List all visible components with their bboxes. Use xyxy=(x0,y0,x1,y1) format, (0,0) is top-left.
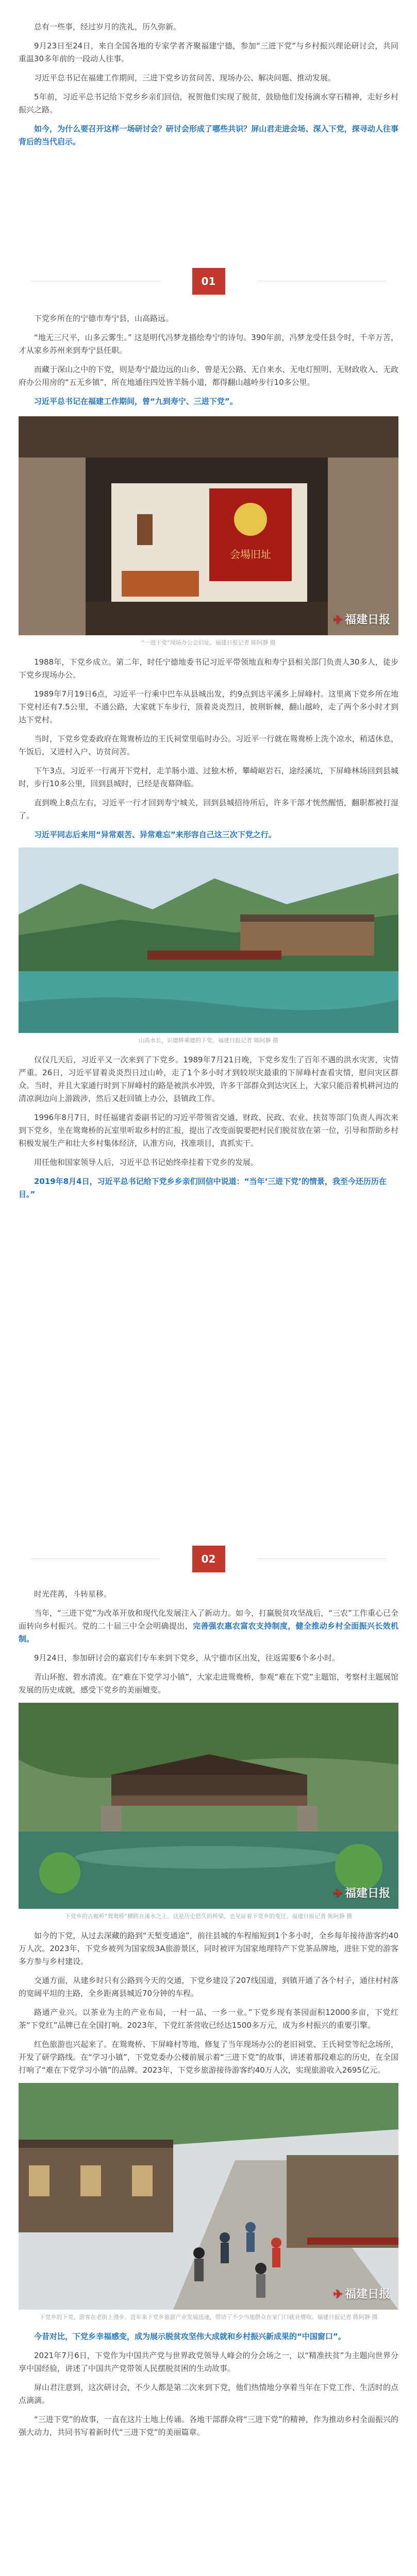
body-paragraph: 直到晚上8点左右，习近平一行才回到寿宁城关，回到县城招待所后，许多干部才恍然醒悟，翻职都被打湿了。 xyxy=(19,798,398,820)
body-paragraph: 1988年，下党乡成立。第二年，时任宁德地委书记习近平带领地直和寿宁县相关部门负责人30多人，徒步下党乡现场办公。 xyxy=(19,657,398,680)
body-paragraph: 如今的下党，从过去深藏的路到“天堑变通途”，前往县城的车程缩短到1个多小时，全乡每年接待游客约40万人次。2023年，下党乡被列为国家级3A旅游景区，同时被评为国家地理特产下党茶品牌地，进驻下党的游客多方参与乡村建设。 xyxy=(19,1931,398,1966)
intro-section xyxy=(0,21,417,155)
doorway-illustration xyxy=(19,416,398,635)
brand-name: 福建日报 xyxy=(344,2287,390,2301)
highlight-quote: 2019年8月4日，习近平总书记给下党乡乡亲们回信中说道：“当年‘三进下党’的情景，我至今还历历在目。” xyxy=(19,1177,387,1199)
photo-caption: 山高水长，识德辉乘德的下党。福建日报记者 陈阿静 摄 xyxy=(139,1037,278,1044)
body-paragraph: “地无三尺平，山多云雾生。” 这是明代冯梦龙描绘寿宁的诗句。390年前，冯梦龙受任县令时，千辛万苦，才从家乡苏州来到寿宁县任职。 xyxy=(19,333,398,355)
body-paragraph: 屏山君注意到，这次研讨会，不少人都是第二次来到下党，他们热情地分享着当年在下党工作、生活时的点点滴滴。 xyxy=(19,2383,398,2405)
photo-visitors-street xyxy=(19,2083,398,2310)
intro-paragraph: 5年前，习近平总书记给下党乡乡亲们回信，祝贺他们实现了脱贫，鼓励他们发扬滴水穿石精神，走好乡村振兴之路。 xyxy=(19,92,398,114)
intro-paragraph: 9月23日至24日，来自全国各地的专家学者齐聚福建宁德，参加“三进下党”与乡村振兴理论研讨会，共同重温30多年前的一段动人往事。 xyxy=(19,41,398,63)
photo-caption: “一进下党”现场办公会旧址。福建日报记者 陈阿静 摄 xyxy=(141,639,276,646)
body-paragraph: 1989年7月19日6点，习近平一行乘中巴车从县城出发，约9点到达平溪乡上屏峰村。这里离下党乡所在地下党村还有7.5公里，不通公路，大家就下车步行，顶着炎炎烈日，披荆斩棘，翻山越岭，走了两个多小时才到达下党村。 xyxy=(19,689,398,724)
brand-name: 福建日报 xyxy=(344,613,390,626)
divider-line xyxy=(257,1558,386,1559)
body-text: 当年，“三进下党”为改革开放和现代化发展注入了新动力。如今，打赢脱贫攻坚战后，“三农”工作重心已全面转向乡村振兴。党的二十届三中全会明确提出， xyxy=(19,1608,398,1631)
body-paragraph: 2021年7月6日，下党作为中国共产党与世界政党领导人峰会的分会场之一，以“精准扶贫”为主题向世界分享中国经验，讲述了中国共产党带领人民摆脱贫困的生动故事。 xyxy=(19,2351,398,2373)
brand-name: 福建日报 xyxy=(344,1887,390,1900)
divider-line xyxy=(31,1558,160,1559)
body-paragraph: 时光荏苒，斗转星移。 xyxy=(34,1589,112,1599)
photo-river-village xyxy=(19,848,398,1033)
section-number-badge: 02 xyxy=(192,1546,225,1572)
body-paragraph: “三进下党”的故事，一直在这片土地上传诵。各地干部群众将“三进下党”的精神，作为推动乡村全面振兴的强大动力，共同书写着新时代“三进下党”的美丽篇章。 xyxy=(19,2415,398,2437)
brand-watermark xyxy=(333,611,390,627)
plane-icon: ✈ xyxy=(333,2287,343,2301)
body-paragraph: 交通方面，从建乡时只有公路到今天的交通，下党乡建设了207线国道，到镇开通了各个村子，通往村村落的宽阔平坦的主路，全乡距离县城近70分钟的车程。 xyxy=(19,1976,398,1998)
body-paragraph: 青山环抱、碧水清流。在“难在下党学习小镇”，大家走进鸳鸯桥，参观“难在下党”主题馆，考察村主题展馆发展的历史成就，感受下党乡的美丽嬗变。 xyxy=(19,1672,398,1694)
plane-icon: ✈ xyxy=(333,613,343,626)
highlight-quote: 习近平同志后来用“异常艰苦、异常难忘”来形容自己这三次下党之行。 xyxy=(34,830,276,839)
photo-meeting-site xyxy=(19,416,398,635)
section-badge-wrap xyxy=(0,268,417,295)
body-paragraph xyxy=(0,1607,417,1646)
body-paragraph: 用任他和国家领导人后，习近平总书记始终牵挂着下党乡的发展。 xyxy=(34,1158,259,1167)
plane-icon: ✈ xyxy=(333,1887,343,1900)
intro-question: 如今，为什么要召开这样一场研讨会？研讨会形成了哪些共识？屏山君走进会场、深入下党，探寻动人往事背后的当代启示。 xyxy=(19,124,398,146)
highlight-quote: 习近平总书记在福建工作期间，曾“九到寿宁、三进下党”。 xyxy=(34,397,238,406)
body-paragraph: 当时，下党乡党委政府在鸳鸯桥边的王氏祠堂里临时办公。习近平一行就在鸳鸯桥上洗个凉水，稍适休息，午饭后，又进村入户、访贫问苦。 xyxy=(19,734,398,756)
section-number-badge: 01 xyxy=(192,268,225,295)
body-paragraph: 仅仅几天后，习近平又一次来到了下党乡。1989年7月21日晚，下党乡发生了百年不遇的洪水灾害，灾情严重。26日，习近平冒着炎炎烈日过山岭，走了1个多小时才到较坝灾最重的下屏峰村查看灾情，慰问灾区群众。当时，并且大家通行时到下屏峰村的路是被洪水冲毁，许多干部群众到达灾区上，大家只能沿着机耕河边的清凉涧边向上游跋涉，然后又赶回镇上办公，县镇政工作。 xyxy=(19,1055,398,1103)
photo-caption: 下党乡的下党，游客在老街上漫步。近年来下党乡旅游产业发展迅速，带动了不少当地群众在家门口就业增收。福建日报记者 陈阿静 摄 xyxy=(39,2314,378,2320)
body-paragraph: 1996年8月7日，时任福建省委副书记的习近平带领省交通、财政、民政、农业、扶贫等部门负责人再次来到下党乡，坐在鸳鸯桥的瓦室里听取乡村的汇报，提出了改变面貌要把村民们脱贫放在第一位，引导和帮助乡村积极发展生产和壮大乡村集体经济，认准方向，找准项目，真抓实干。 xyxy=(19,1113,398,1148)
brand-watermark xyxy=(333,2285,390,2301)
highlight-text: 完善强农惠农富农支持制度，健全推动乡村全面振兴长效机制。 xyxy=(19,1621,398,1643)
body-paragraph: 9月24日，参加研讨会的嘉宾们专车来到下党乡，从宁德市区出发，往返需要6个多小时。 xyxy=(34,1653,340,1663)
river-village-illustration xyxy=(19,848,398,1033)
photo-covered-bridge xyxy=(19,1703,398,1909)
body-paragraph: 红色旅游也兴起来了。在鸳鸯桥、下屏峰村等地，修复了当年现场办公的老旧祠堂、王氏祠堂等纪念场所，开发了研学路线。在“学习小镇”，下党党委办公楼前展示着“三进下党”的故事，讲述着那段难忘的历史，在全国打响了“难在下党学习小镇”的品牌。2023年，下党乡旅游接待游客约40万人次，实现旅游收入2695亿元。 xyxy=(19,2040,398,2075)
plaque-title: 会場旧址 xyxy=(230,548,271,561)
intro-paragraph: 习近平总书记在福建工作期间，三进下党乡访贫问苦、现场办公、解决问题、推动发展。 xyxy=(34,73,336,82)
intro-paragraph: 总有一些事，经过岁月的洗礼，历久弥新。 xyxy=(34,22,181,31)
covered-bridge-illustration xyxy=(19,1703,398,1909)
photo-caption: 下党乡的古廊桥“鸳鸯桥”横跨在溪水之上。这是历史悠久的桥梁，也见证着下党乡的变迁。福建日报记者 陈阿静 摄 xyxy=(64,1913,353,1920)
body-paragraph: 下午3点，习近平一行离开下党村，走羊肠小道、过独木桥，攀崎岖岩石，途经溪坑，下屏峰林场回到县城时，步行10多公里，回到县城时，已经是夜幕降临。 xyxy=(19,766,398,788)
body-paragraph: 路通产业兴。以茶业为主的产业布局，一村一品、一乡一业。”下党乡现有茶园面积12000多亩，下党红茶“下党红”品牌已在全国打响。2023年，下党红茶营收已经达1500多万元，成为乡村振兴的重要引擎。 xyxy=(19,2008,398,2030)
body-paragraph: 而藏于深山之中的下党，则是寿宁最边远的山乡，曾是无公路、无自来水、无电灯照明、无财政收入、无政府办公用房的“五无乡镇”，所在地通往四处皆羊肠小道，都得翻山越岭步行10多公里。 xyxy=(19,365,398,387)
visitors-street-illustration xyxy=(19,2083,398,2310)
body-paragraph: 下党乡所在的宁德市寿宁县，山高路远。 xyxy=(34,314,174,323)
highlight-quote: 今昔对比，下党乡幸福感变，成为展示脱贫攻坚伟大成就和乡村振兴新成果的“中国窗口”。 xyxy=(34,2332,346,2341)
section-1 xyxy=(0,268,417,1207)
section-2 xyxy=(0,1546,417,2445)
section-badge-wrap xyxy=(0,1546,417,1572)
brand-watermark xyxy=(333,1885,390,1901)
